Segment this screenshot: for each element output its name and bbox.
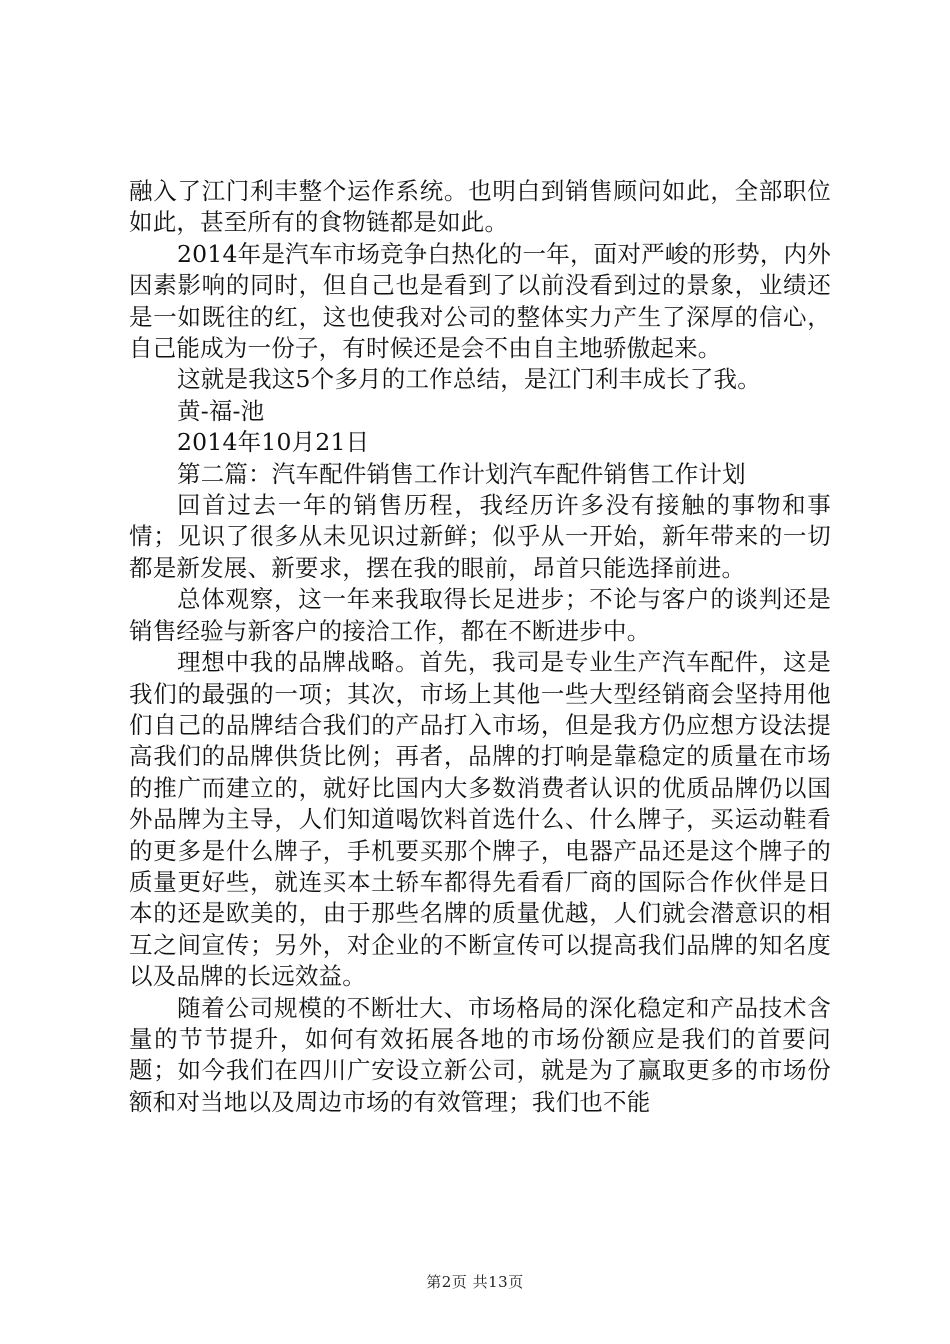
paragraph-summary-closing: 这就是我这5个多月的工作总结，是江门利丰成长了我。 xyxy=(177,365,761,394)
author-signature: 黄-福-池 xyxy=(177,396,265,425)
paragraph-overview: 总体观察，这一年来我取得长足进步；不论与客户的谈判还是销售经验与新客户的接洽工作，都在不断进步中。 xyxy=(129,585,831,645)
paragraph-2014-market: 2014年是汽车市场竞争白热化的一年，面对严峻的形势，内外因素影响的同时，但自己也是看到了以前没看到过的景象，业绩还是一如既往的红，这也使我对公司的整体实力产生了深厚的信心，自己能成为一份子，有时候还是会不由自主地骄傲起来。 xyxy=(129,239,831,363)
section-heading: 第二篇：汽车配件销售工作计划汽车配件销售工作计划 xyxy=(177,459,746,488)
paragraph-brand-strategy: 理想中我的品牌战略。首先，我司是专业生产汽车配件，这是我们的最强的一项；其次，市场上其他一些大型经销商会坚持用他们自己的品牌结合我们的产品打入市场，但是我方仍应想方设法提高我们的品牌供货比例；再者，品牌的打响是靠稳定的质量在市场的推广而建立的，就好比国内大多数消费者认识的优质品牌仍以国外品牌为主导，人们知道喝饮料首选什么、什么牌子，买运动鞋看的更多是什么牌子，手机要买那个牌子，电器产品还是这个牌子的质量更好些，就连买本土轿车都得先看看厂商的国际合作伙伴是日本的还是欧美的，由于那些名牌的质量优越，人们就会潜意识的相互之间宣传；另外，对企业的不断宣传可以提高我们品牌的知名度以及品牌的长远效益。 xyxy=(129,648,831,991)
paragraph-review: 回首过去一年的销售历程，我经历许多没有接触的事物和事情；见识了很多从未见识过新鲜；似乎从一开始，新年带来的一切都是新发展、新要求，摆在我的眼前，昂首只能选择前进。 xyxy=(129,491,831,582)
signature-date: 2014年10月21日 xyxy=(177,428,370,457)
paragraph-continuation: 融入了江门利丰整个运作系统。也明白到销售顾问如此，全部职位如此，甚至所有的食物链都是如此。 xyxy=(129,177,831,237)
paragraph-market-expansion: 随着公司规模的不断壮大、市场格局的深化稳定和产品技术含量的节节提升，如何有效拓展各地的市场份额应是我们的首要问题；如今我们在四川广安设立新公司，就是为了赢取更多的市场份额和对当地以及周边市场的有效管理；我们也不能 xyxy=(129,993,831,1116)
document-body xyxy=(129,176,831,1118)
page-footer: 第2页 共13页 xyxy=(426,1273,524,1291)
